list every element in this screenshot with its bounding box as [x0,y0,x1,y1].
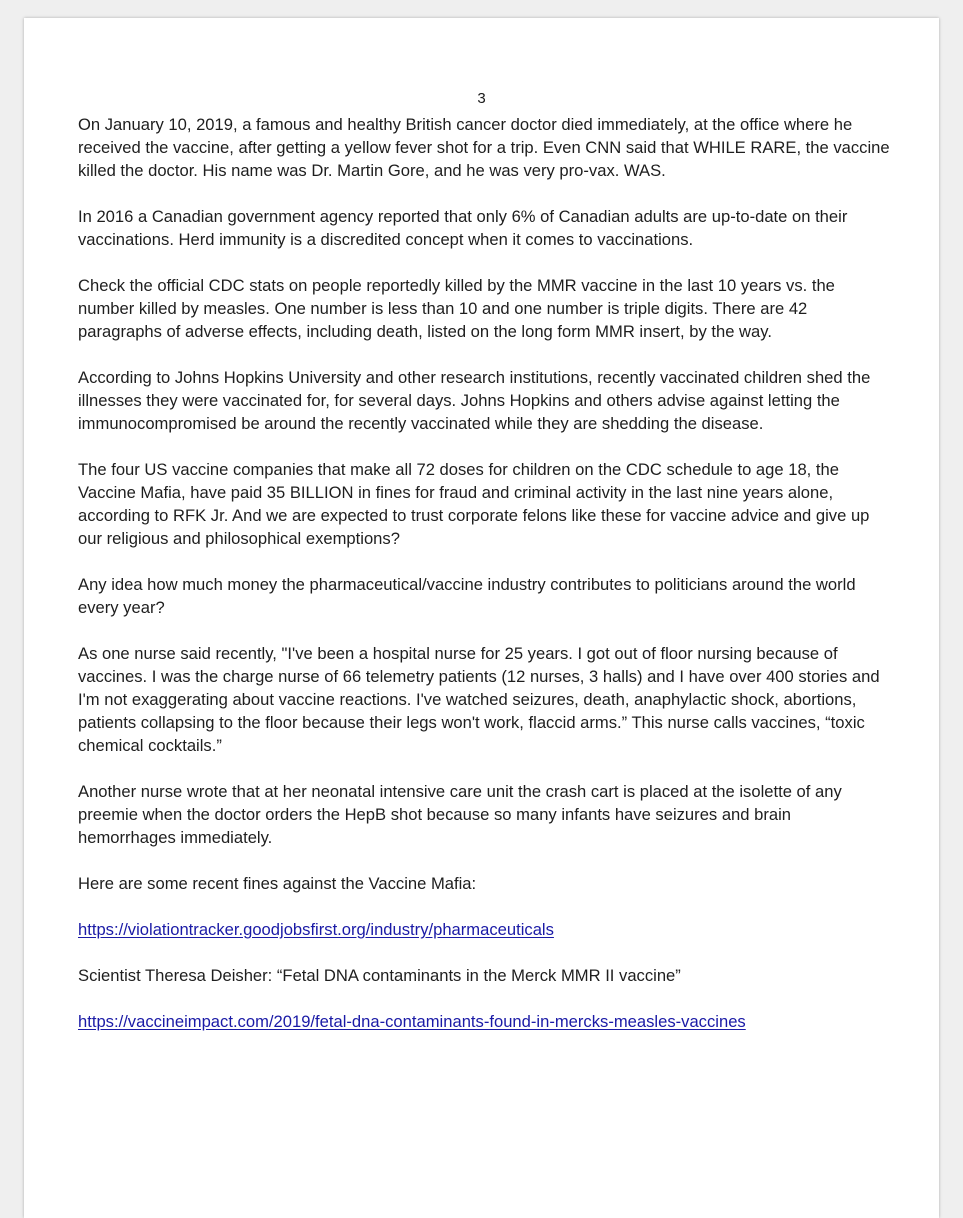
violation-tracker-link[interactable]: https://violationtracker.goodjobsfirst.org/industry/pharmaceuticals [78,920,554,939]
paragraph-canada: In 2016 a Canadian government agency reported that only 6% of Canadian adults are up-to-date on their vaccinations. Herd immunity is a discredited concept when it comes to vaccinations. [78,207,848,249]
paragraph-johns-hopkins: According to Johns Hopkins University and other research institutions, recently vaccinated children shed the illnesses they were vaccinated for, for several days. Johns Hopkins and others advise against letting the immunocompromised be around the recently vaccinated while they are shedding the disease. [78,368,871,433]
vaccine-impact-link[interactable]: https://vaccineimpact.com/2019/fetal-dna-contaminants-found-in-mercks-measles-vaccines [78,1012,746,1031]
paragraph-fines-intro: Here are some recent fines against the Vaccine Mafia: [78,874,477,893]
paragraph-vaccine-companies: The four US vaccine companies that make all 72 doses for children on the CDC schedule to age 18, the Vaccine Mafia, have paid 35 BILLION in fines for fraud and criminal activity in the last nine years alone, according to RFK Jr. And we are expected to trust corporate felons like these for vaccine advice and give up our religious and philosophical exemptions? [78,460,870,548]
document-page [24,18,939,1218]
page-number: 3 [477,90,486,107]
paragraph-politicians: Any idea how much money the pharmaceutical/vaccine industry contributes to politicians around the world every year? [78,575,856,617]
paragraph-nurse-quote: As one nurse said recently, "I've been a hospital nurse for 25 years. I got out of floor nursing because of vaccines. I was the charge nurse of 66 telemetry patients (12 nurses, 3 halls) and I have over 400 stories and I'm not exaggerating about vaccine reactions. I've watched seizures, death, anaphylactic shock, abortions, patients collapsing to the floor because their legs won't work, flaccid arms.” This nurse calls vaccines, “toxic chemical cocktails.” [78,644,880,755]
link-paragraph-vaccine-impact [78,1010,890,1033]
document-body [78,113,890,1056]
link-paragraph-violation-tracker [78,918,890,941]
paragraph-gore: On January 10, 2019, a famous and healthy British cancer doctor died immediately, at the office where he received the vaccine, after getting a yellow fever shot for a trip. Even CNN said that WHILE RARE, the vaccine killed the doctor. His name was Dr. Martin Gore, and he was very pro-vax. WAS. [78,115,890,180]
scientist-line: Scientist Theresa Deisher: “Fetal DNA contaminants in the Merck MMR II vaccine” [78,966,681,985]
paragraph-neonatal: Another nurse wrote that at her neonatal intensive care unit the crash cart is placed at the isolette of any preemie when the doctor orders the HepB shot because so many infants have seizures and brain hemorrhages immediately. [78,782,842,847]
paragraph-cdc-stats: Check the official CDC stats on people reportedly killed by the MMR vaccine in the last 10 years vs. the number killed by measles. One number is less than 10 and one number is triple digits. There are 42 paragraphs of adverse effects, including death, listed on the long form MMR insert, by the way. [78,276,835,341]
